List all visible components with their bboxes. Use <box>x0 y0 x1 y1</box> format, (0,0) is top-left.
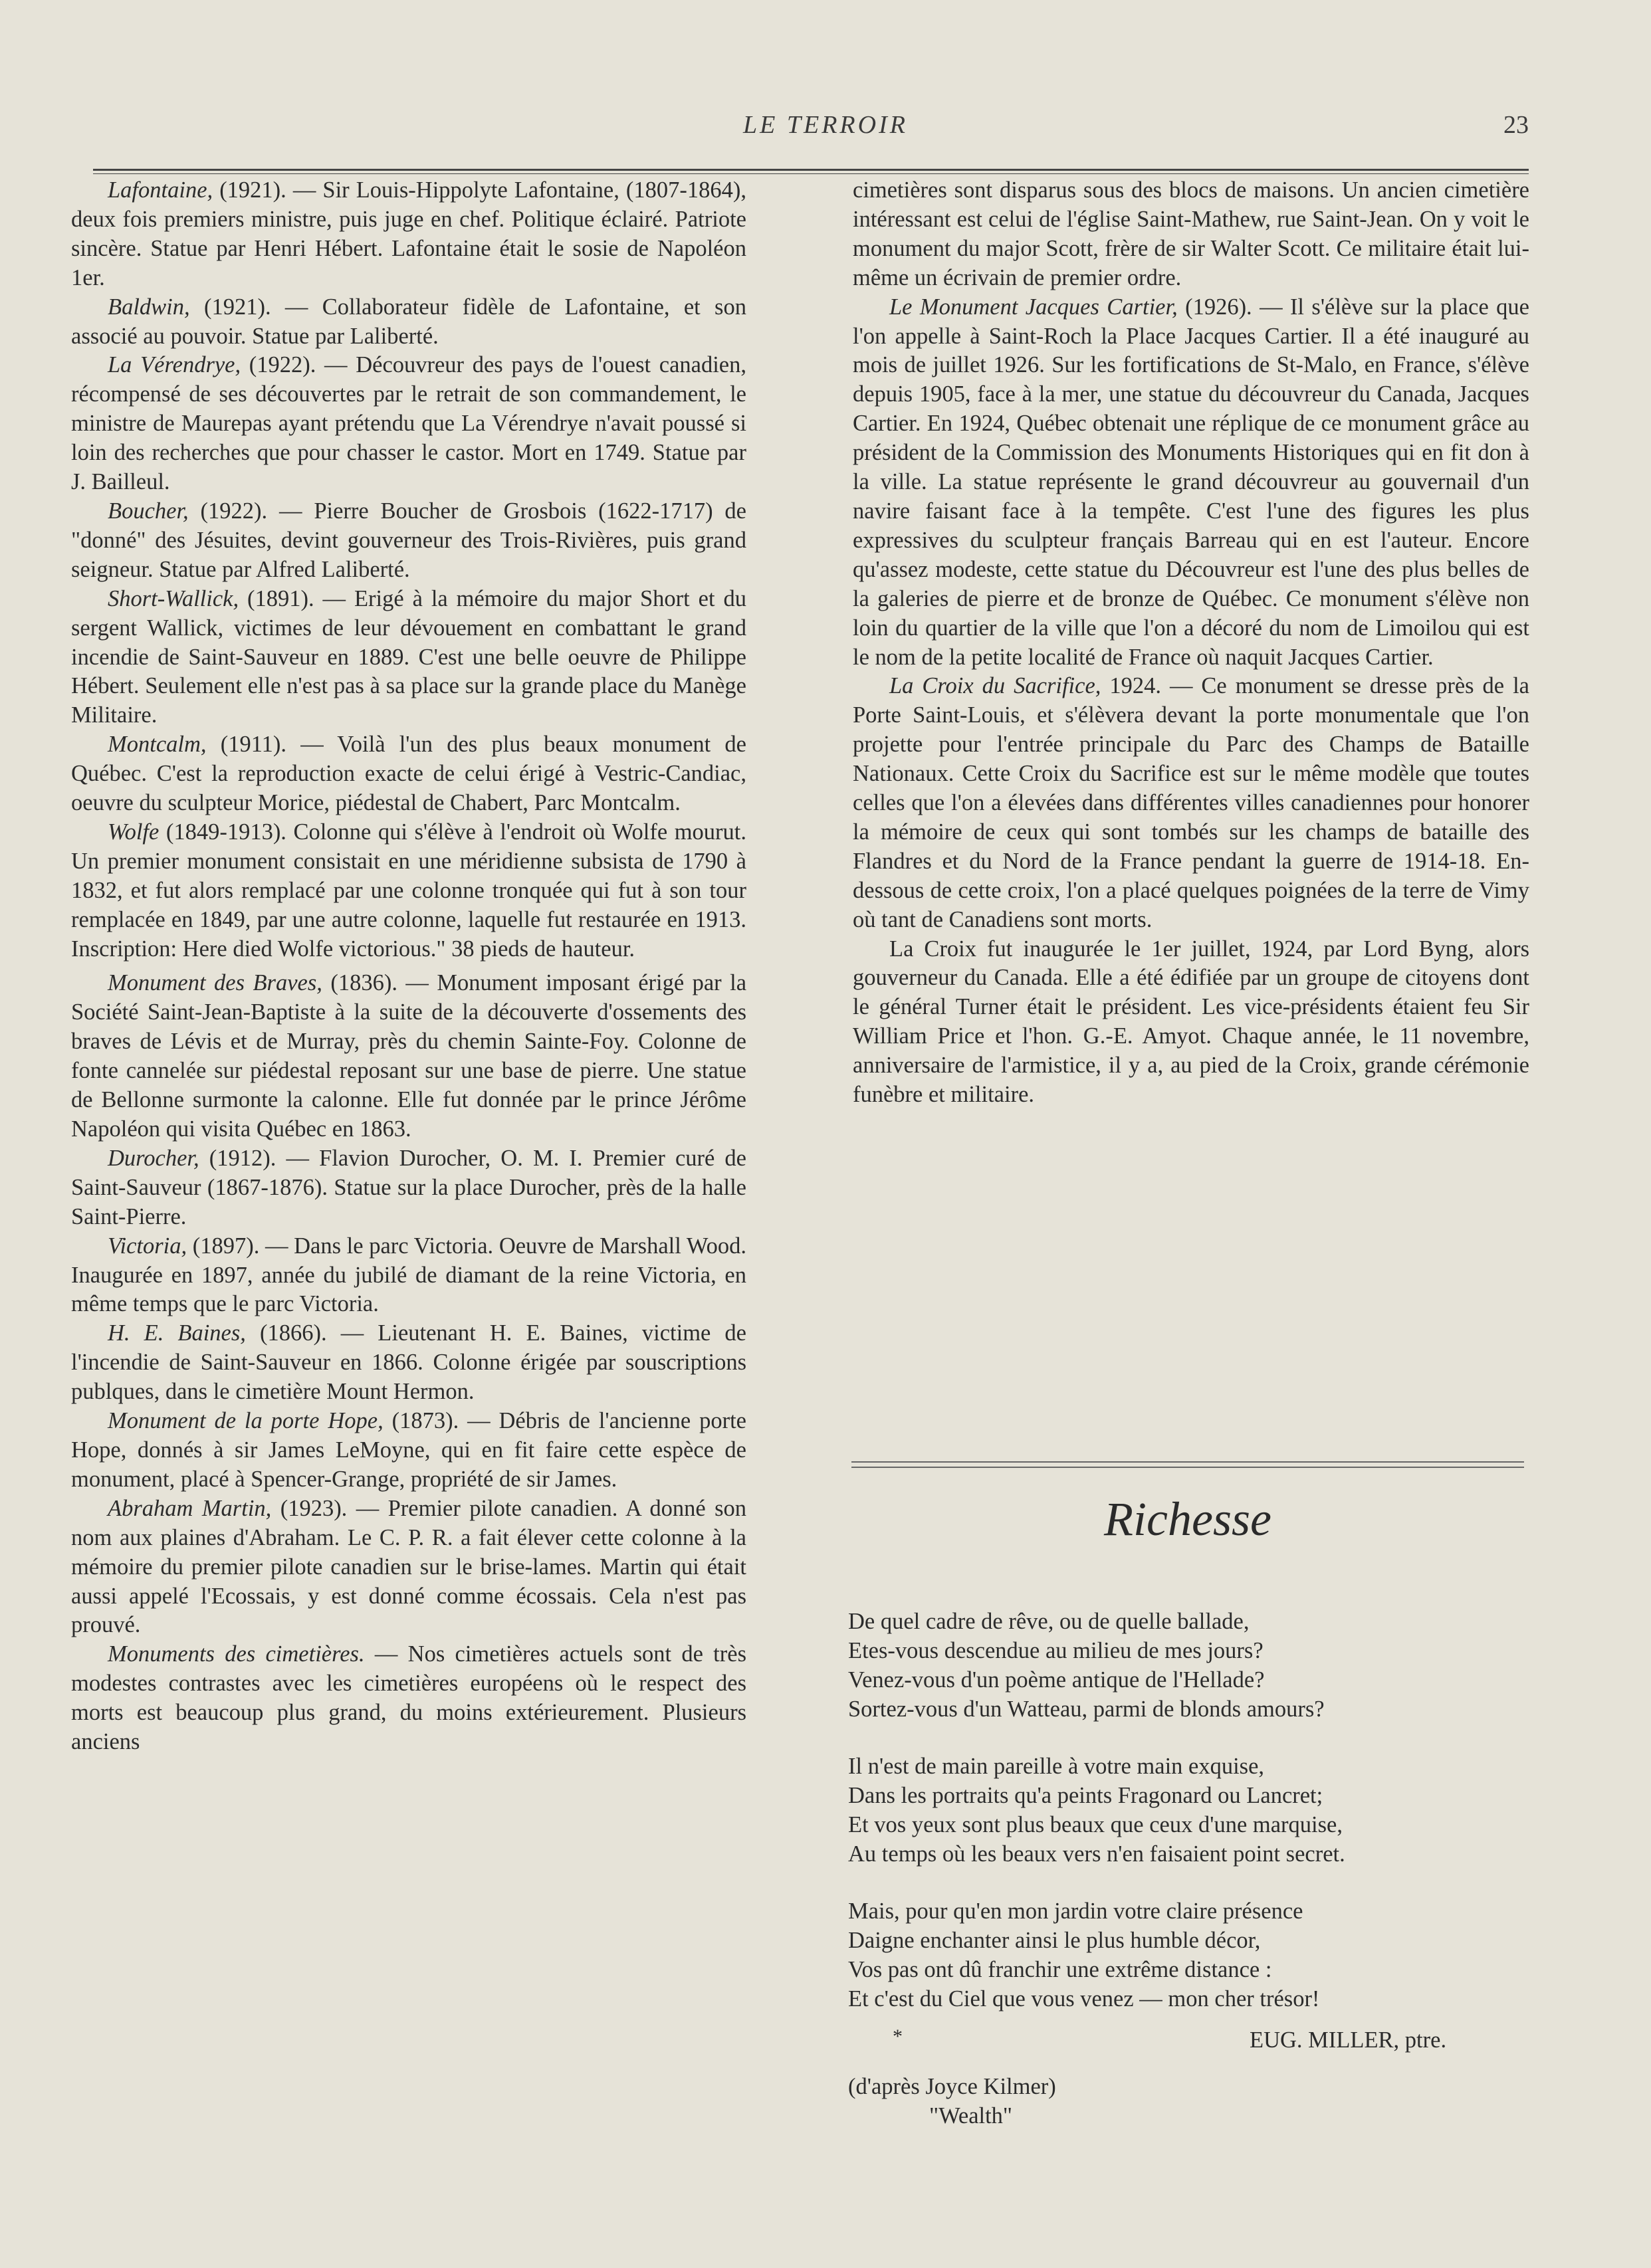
poem-signature: EUG. MILLER, ptre. <box>1250 2027 1447 2053</box>
entry-victoria <box>71 1232 746 1320</box>
entry-text: 1924. — Ce monument se dresse près de la Porte Saint-Louis, et s'élèvera devant la porte monumentale que l'on projette pour l'entrée principale du Parc des Champs de Bataille Nationaux. Cette Croix du Sacrifice est sur le même modèle que toutes celles que l'on a élevées dans différentes villes canadiennes pour honorer la mémoire de ceux qui sont tombés sur les champs de bataille des Flandres et du Nord de la France pendant la guerre de 1914-18. En-dessous de cette croix, l'on a placé quelques poignées de la terre de Vimy où tant de Canadiens sont morts. <box>853 673 1529 932</box>
left-column <box>71 176 746 1757</box>
entry-text: (1897). — Dans le parc Victoria. Oeuvre de Marshall Wood. Inaugurée en 1897, année du jubilé de diamant de la reine Victoria, en même temps que le parc Victoria. <box>71 1233 746 1317</box>
page-number: 23 <box>1503 111 1529 139</box>
poem-line: Au temps où les beaux vers n'en faisaient point secret. <box>848 1841 1345 1867</box>
entry-h-e-baines <box>71 1319 746 1407</box>
entry-text: La Croix fut inaugurée le 1er juillet, 1924, par Lord Byng, alors gouverneur du Canada. Elle a été édifiée par un groupe de citoyens dont le général Turner était le président. Les vice-présidents étaient feu Sir William Price et l'hon. G.-E. Amyot. Chaque année, le 11 novembre, anniversaire de l'armistice, il y a, au pied de la Croix, grande cérémonie funèbre et militaire. <box>853 936 1529 1108</box>
entry-title: Short-Wallick, <box>108 585 239 611</box>
entry-text: (1912). — Flavion Durocher, O. M. I. Premier curé de Saint-Sauveur (1867-1876). Statue sur la place Durocher, près de la halle Saint-Pierre. <box>71 1145 746 1229</box>
poem-stanza <box>848 1752 1533 1869</box>
entry-title: Baldwin, <box>108 294 190 320</box>
attribution-source: (d'après Joyce Kilmer) <box>848 2074 1056 2099</box>
entry-text: (1891). — Erigé à la mémoire du major Short et du sergent Wallick, victimes de leur dévouement en combattant le grand incendie de Saint-Sauveur en 1889. C'est une belle oeuvre de Philippe Hébert. Seulement elle n'est pas à sa place sur la grande place du Manège Militaire. <box>71 585 746 728</box>
poem-title: Richesse <box>1104 1493 1271 1546</box>
poem-line: Dans les portraits qu'a peints Fragonard ou Lancret; <box>848 1783 1323 1808</box>
poem-line: Vos pas ont dû franchir une extrême distance : <box>848 1957 1272 1982</box>
entry-cimetieres-continued <box>853 176 1529 293</box>
poem-line: Il n'est de main pareille à votre main exquise, <box>848 1754 1265 1779</box>
entry-monument-des-braves <box>71 969 746 1144</box>
poem-attribution <box>848 2072 1056 2130</box>
entry-text: (1923). — Premier pilote canadien. A donné son nom aux plaines d'Abraham. Le C. P. R. a fait élever cette colonne à la mémoire du premier pilote canadien sur le brise-lames. Martin qui était aussi appelé l'Ecossais, y est donné comme écossais. Cela n'est pas prouvé. <box>71 1495 746 1638</box>
entry-text: (1873). — Débris de l'ancienne porte Hope, donnés à sir James LeMoyne, qui en fit faire cette espèce de monument, placé à Spencer-Grange, propriété de sir James. <box>71 1408 746 1492</box>
entry-short-wallick <box>71 585 746 731</box>
entry-porte-hope <box>71 1407 746 1495</box>
entry-text: (1911). — Voilà l'un des plus beaux monument de Québec. C'est la reproduction exacte de celui érigé à Vestric-Candiac, oeuvre du sculpteur Morice, piédestal de Chabert, Parc Montcalm. <box>71 732 746 816</box>
entry-title: La Croix du Sacrifice, <box>889 673 1101 699</box>
entry-title: Montcalm, <box>108 732 207 758</box>
entry-croix-inauguration <box>853 935 1529 1110</box>
poem-line: Et vos yeux sont plus beaux que ceux d'une marquise, <box>848 1812 1343 1837</box>
entry-boucher <box>71 497 746 585</box>
poem-line: Venez-vous d'un poème antique de l'Hellade? <box>848 1667 1265 1693</box>
entry-jacques-cartier <box>853 293 1529 672</box>
poem-line: Mais, pour qu'en mon jardin votre claire présence <box>848 1899 1303 1924</box>
entry-lafontaine <box>71 176 746 293</box>
poem-line: Sortez-vous d'un Watteau, parmi de blonds amours? <box>848 1697 1325 1722</box>
entry-title: Le Monument Jacques Cartier, <box>889 294 1178 320</box>
entry-la-verendrye <box>71 351 746 497</box>
asterisk-mark: * <box>893 2025 903 2047</box>
entry-text: (1849-1913). Colonne qui s'élève à l'endroit où Wolfe mourut. Un premier monument consistait en une méridienne subsista de 1790 à 1832, et fut alors remplacé par une colonne tronquée qui fut à son tour remplacée en 1849, par une autre colonne, laquelle fut restaurée en 1913. Inscription: Here died Wolfe victorious." 38 pieds de hauteur. <box>71 819 746 962</box>
running-title: LE TERROIR <box>743 111 908 139</box>
entry-title: Durocher, <box>108 1145 199 1171</box>
entry-text: (1922). — Découvreur des pays de l'ouest canadien, récompensé de ses découvertes par le retrait de son commandement, le ministre de Maurepas ayant prétendu que La Vérendrye n'avait poussé si loin des recherches que pour chasser le castor. Mort en 1749. Statue par J. Bailleul. <box>71 352 746 495</box>
poem-stanza <box>848 1607 1533 1724</box>
poem-separator-rule <box>851 1461 1524 1468</box>
entry-croix-du-sacrifice <box>853 672 1529 934</box>
entry-text: — Nos cimetières actuels sont de très modestes contrastes avec les cimetières européens où le respect des morts est beaucoup plus grand, du moins extérieurement. Plusieurs anciens <box>71 1641 746 1755</box>
entry-title: Boucher, <box>108 498 189 524</box>
header-rule <box>93 169 1529 174</box>
poem-line: De quel cadre de rêve, ou de quelle ballade, <box>848 1609 1250 1634</box>
entry-title: Wolfe <box>108 819 160 845</box>
entry-title: Victoria, <box>108 1233 187 1259</box>
entry-text: (1922). — Pierre Boucher de Grosbois (1622-1717) de "donné" des Jésuites, devint gouverneur des Trois-Rivières, puis grand seigneur. Statue par Alfred Laliberté. <box>71 498 746 582</box>
entry-durocher <box>71 1144 746 1232</box>
entry-title: Monument de la porte Hope, <box>108 1408 384 1434</box>
entry-text: (1921). — Collaborateur fidèle de Lafontaine, et son associé au pouvoir. Statue par Laliberté. <box>71 294 746 349</box>
entry-abraham-martin <box>71 1495 746 1641</box>
entry-cimetieres <box>71 1640 746 1757</box>
entry-montcalm <box>71 730 746 818</box>
right-column <box>853 176 1529 1110</box>
entry-title: H. E. Baines, <box>108 1320 246 1346</box>
poem-stanza <box>848 1897 1533 2013</box>
entry-title: Monuments des cimetières. <box>108 1641 365 1667</box>
entry-text: (1926). — Il s'élève sur la place que l'on appelle à Saint-Roch la Place Jacques Cartier. Il a été inauguré au mois de juillet 1926. Sur les fortifications de St-Malo, en France, s'élève depuis 1905, face à la mer, une statue du découvreur du Canada, Jacques Cartier. En 1924, Québec obtenait une réplique de ce monument grâce au président de la Commission des Monuments Historiques qui en fit don à la ville. La statue représente le grand découvreur au gouvernail d'un navire faisant face à la tempête. C'est l'une des figures les plus expressives du sculpteur français Barreau qui en est l'auteur. Encore qu'assez modeste, cette statue du Découvreur est l'une des plus belles de la galeries de pierre et de bronze de Québec. Ce monument s'élève non loin du quartier de la ville que l'on a décoré du nom de Limoilou qui est le nom de la petite localité de France où naquit Jacques Cartier. <box>853 294 1529 670</box>
entry-wolfe <box>71 818 746 964</box>
entry-title: Abraham Martin, <box>108 1495 272 1521</box>
poem-body <box>848 1607 1533 2041</box>
entry-title: Lafontaine, <box>108 177 213 203</box>
attribution-original-title: "Wealth" <box>929 2103 1013 2128</box>
entry-title: La Vérendrye, <box>108 352 241 378</box>
entry-baldwin <box>71 293 746 352</box>
entry-text: (1866). — Lieutenant H. E. Baines, victime de l'incendie de Saint-Sauveur en 1866. Colonne érigée par souscriptions publques, dans le cimetière Mount Hermon. <box>71 1320 746 1405</box>
entry-text: (1836). — Monument imposant érigé par la Société Saint-Jean-Baptiste à la suite de la découverte d'ossements des braves de Lévis et de Murray, près du chemin Sainte-Foy. Colonne de fonte cannelée sur piédestal reposant sur une base de pierre. Une statue de Bellonne surmonte la calonne. Elle fut donnée par le prince Jérôme Napoléon qui visita Québec en 1863. <box>71 970 747 1142</box>
poem-line: Daigne enchanter ainsi le plus humble décor, <box>848 1928 1261 1953</box>
entry-text: cimetières sont disparus sous des blocs de maisons. Un ancien cimetière intéressant est celui de l'église Saint-Mathew, rue Saint-Jean. On y voit le monument du major Scott, frère de sir Walter Scott. Ce militaire était lui-même un écrivain de premier ordre. <box>853 177 1529 290</box>
entry-text: (1921). — Sir Louis-Hippolyte Lafontaine, (1807-1864), deux fois premiers ministre, puis juge en chef. Politique éclairé. Patriote sincère. Statue par Henri Hébert. Lafontaine était le sosie de Napoléon 1er. <box>71 177 746 290</box>
poem-line: Et c'est du Ciel que vous venez — mon cher trésor! <box>848 1986 1320 2011</box>
poem-line: Etes-vous descendue au milieu de mes jours? <box>848 1638 1264 1663</box>
entry-title: Monument des Braves, <box>108 970 322 996</box>
